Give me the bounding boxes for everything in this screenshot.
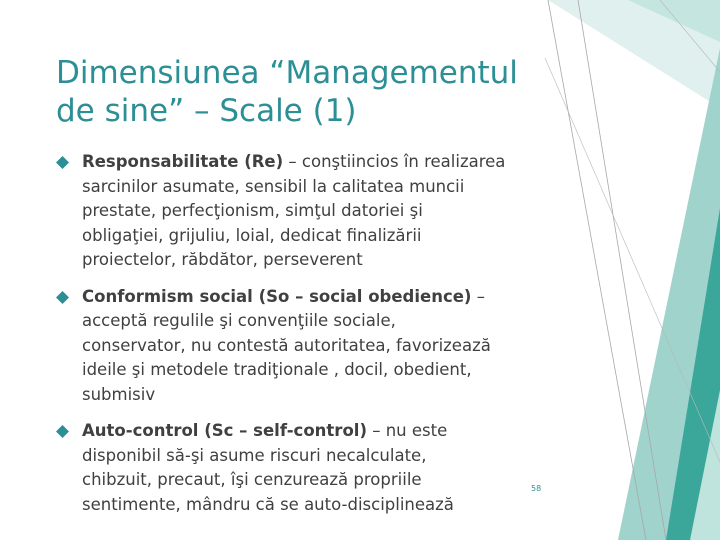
slide-title-line-1: Dimensiunea “Managementul [56, 55, 518, 91]
bullet-line: acceptă regulile şi convenţiile sociale, [82, 311, 396, 330]
bullet-line: disponibil să-şi asume riscuri necalculate, [82, 445, 427, 465]
bullet-term: Conformism social (So – social obedience) [82, 286, 472, 306]
bullet-line [82, 150, 536, 175]
slide-title [56, 54, 556, 130]
bullet-list [56, 150, 536, 517]
bullet-line: conservator, nu contestă autoritatea, favorizează [82, 335, 491, 355]
bullet-item-auto-control [56, 419, 536, 517]
bullet-item-conformism-social [56, 285, 536, 408]
slide-number: 58 [531, 484, 542, 493]
diagonal-line-2 [578, 0, 666, 540]
diagonal-line-1 [548, 0, 646, 540]
bullet-line: prestate, perfecţionism, simţul datoriei şi [82, 201, 423, 220]
bullet-text: – conştiincios în realizarea [283, 152, 506, 171]
diamond-bullet-icon [56, 425, 69, 438]
diamond-bullet-icon [56, 291, 69, 304]
bullet-line: sarcinilor asumate, sensibil la calitatea muncii [82, 176, 465, 196]
bullet-line: obligaţiei, grijuliu, loial, dedicat finalizării [82, 225, 422, 245]
bullet-text: – [471, 286, 485, 306]
bullet-line [82, 285, 536, 310]
bullet-line: sentimente, mândru că se auto-disciplinează [82, 494, 454, 514]
bullet-line: submisiv [82, 384, 156, 404]
bullet-term: Responsabilitate (Re) [82, 152, 284, 171]
bullet-line: chibzuit, precaut, îşi cenzurează propriile [82, 470, 422, 489]
bullet-item-responsabilitate [56, 150, 536, 273]
slide-title-line-2: de sine” – Scale (1) [56, 93, 357, 129]
bullet-term: Auto-control (Sc – self-control) [82, 421, 367, 440]
bullet-line: proiectelor, răbdător, perseverent [82, 250, 363, 269]
bullet-line: ideile şi metodele tradiţionale , docil, obedient, [82, 360, 472, 379]
bullet-text: – nu este [366, 421, 448, 440]
diamond-bullet-icon [56, 156, 69, 169]
bullet-line [82, 419, 536, 444]
